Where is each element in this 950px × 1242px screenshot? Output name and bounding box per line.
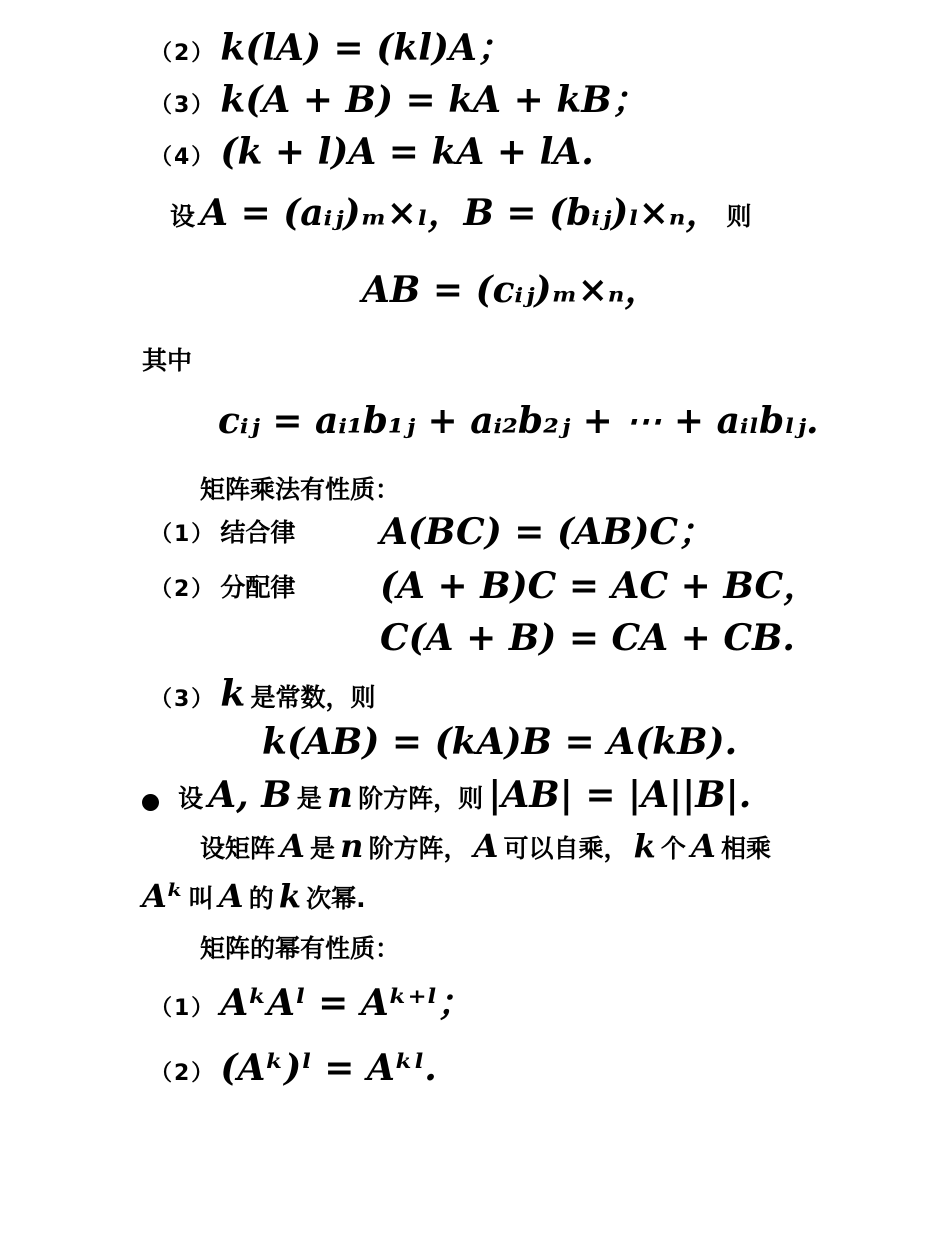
item-number: （4）	[150, 145, 216, 170]
item-number: （1）	[150, 996, 216, 1021]
formula: k	[278, 877, 301, 915]
item-number: （2）	[150, 577, 216, 602]
text: 其中	[142, 346, 193, 375]
mult-props-heading	[200, 477, 400, 502]
formula: k	[633, 827, 656, 865]
power-prop-2	[150, 1047, 437, 1089]
mult-prop-2-formula-b	[380, 617, 795, 659]
scalar-prop-2	[150, 27, 513, 69]
mult-prop-1-formula	[380, 511, 715, 553]
formula: A	[473, 827, 499, 865]
formula: A(BC) = (AB)C；	[380, 511, 715, 553]
formula: AB = (cᵢⱼ)ₘ×ₙ，	[362, 269, 661, 311]
product-definition-intro	[170, 192, 752, 234]
text: 设矩阵	[200, 834, 276, 863]
scalar-prop-4	[150, 131, 594, 173]
heading: 矩阵乘法有性质：	[200, 475, 401, 504]
text: 个	[660, 834, 686, 863]
formula: Aᵏ	[142, 877, 184, 915]
formula: n	[340, 827, 364, 865]
text: 阶方阵，则	[358, 784, 484, 813]
text: 阶方阵，	[368, 834, 469, 863]
power-definition-line2	[142, 877, 366, 915]
formula: n	[326, 774, 354, 816]
text: 则	[726, 202, 752, 231]
mult-prop-3	[150, 673, 376, 715]
text: 设	[178, 784, 204, 813]
formula: C(A + B) = CA + CB.	[380, 617, 795, 659]
formula: A = (aᵢⱼ)ₘ×ₗ，B = (bᵢⱼ)ₗ×ₙ，	[200, 192, 722, 234]
item-number: （2）	[150, 41, 216, 66]
item-number: （1）	[150, 522, 216, 547]
formula: k(A + B) = kA + kB；	[220, 79, 648, 121]
formula: A	[691, 827, 716, 865]
property-label: 分配律	[220, 573, 296, 602]
mult-prop-3-formula	[262, 721, 738, 763]
formula: AᵏAˡ = Aᵏ⁺ˡ；	[220, 982, 474, 1024]
formula: A	[218, 877, 244, 915]
formula: (A + B)C = AC + BC，	[380, 565, 820, 607]
text: 设	[170, 202, 196, 231]
item-number: （2）	[150, 1061, 216, 1086]
product-formula	[362, 269, 661, 311]
formula: k(AB) = (kA)B = A(kB).	[262, 721, 738, 763]
formula: k(lA) = (kl)A；	[220, 27, 513, 69]
bullet-icon	[142, 794, 159, 811]
heading: 矩阵的幂有性质：	[200, 934, 401, 963]
formula: A, B	[208, 774, 292, 816]
mult-prop-1	[150, 520, 295, 546]
text: 可以自乘，	[503, 834, 629, 863]
determinant-bullet	[142, 774, 752, 816]
power-props-heading	[200, 936, 400, 961]
text: 次幂.	[306, 884, 366, 913]
formula: (Aᵏ)ˡ = Aᵏˡ.	[220, 1047, 437, 1089]
formula: A	[280, 827, 305, 865]
item-number: （3）	[150, 687, 216, 712]
mult-prop-2-formula	[380, 565, 820, 607]
power-definition-line1	[200, 827, 771, 865]
text: 叫	[188, 884, 214, 913]
text: 是	[310, 834, 336, 863]
text: 是常数，则	[250, 683, 376, 712]
text: 相乘	[720, 834, 771, 863]
text: 是	[296, 784, 322, 813]
text: 的	[248, 884, 274, 913]
item-number: （3）	[150, 93, 216, 118]
formula: |AB| = |A||B|.	[488, 774, 752, 816]
formula: k	[220, 673, 246, 715]
formula: (k + l)A = kA + lA.	[220, 131, 594, 173]
mult-prop-2	[150, 575, 295, 601]
power-prop-1	[150, 982, 474, 1024]
cij-formula	[218, 400, 819, 442]
scalar-prop-3	[150, 79, 648, 121]
formula: cᵢⱼ = aᵢ₁b₁ⱼ + aᵢ₂b₂ⱼ + ⋯ + aᵢₗbₗⱼ.	[218, 400, 819, 442]
where-label	[142, 348, 192, 373]
property-label: 结合律	[220, 518, 296, 547]
